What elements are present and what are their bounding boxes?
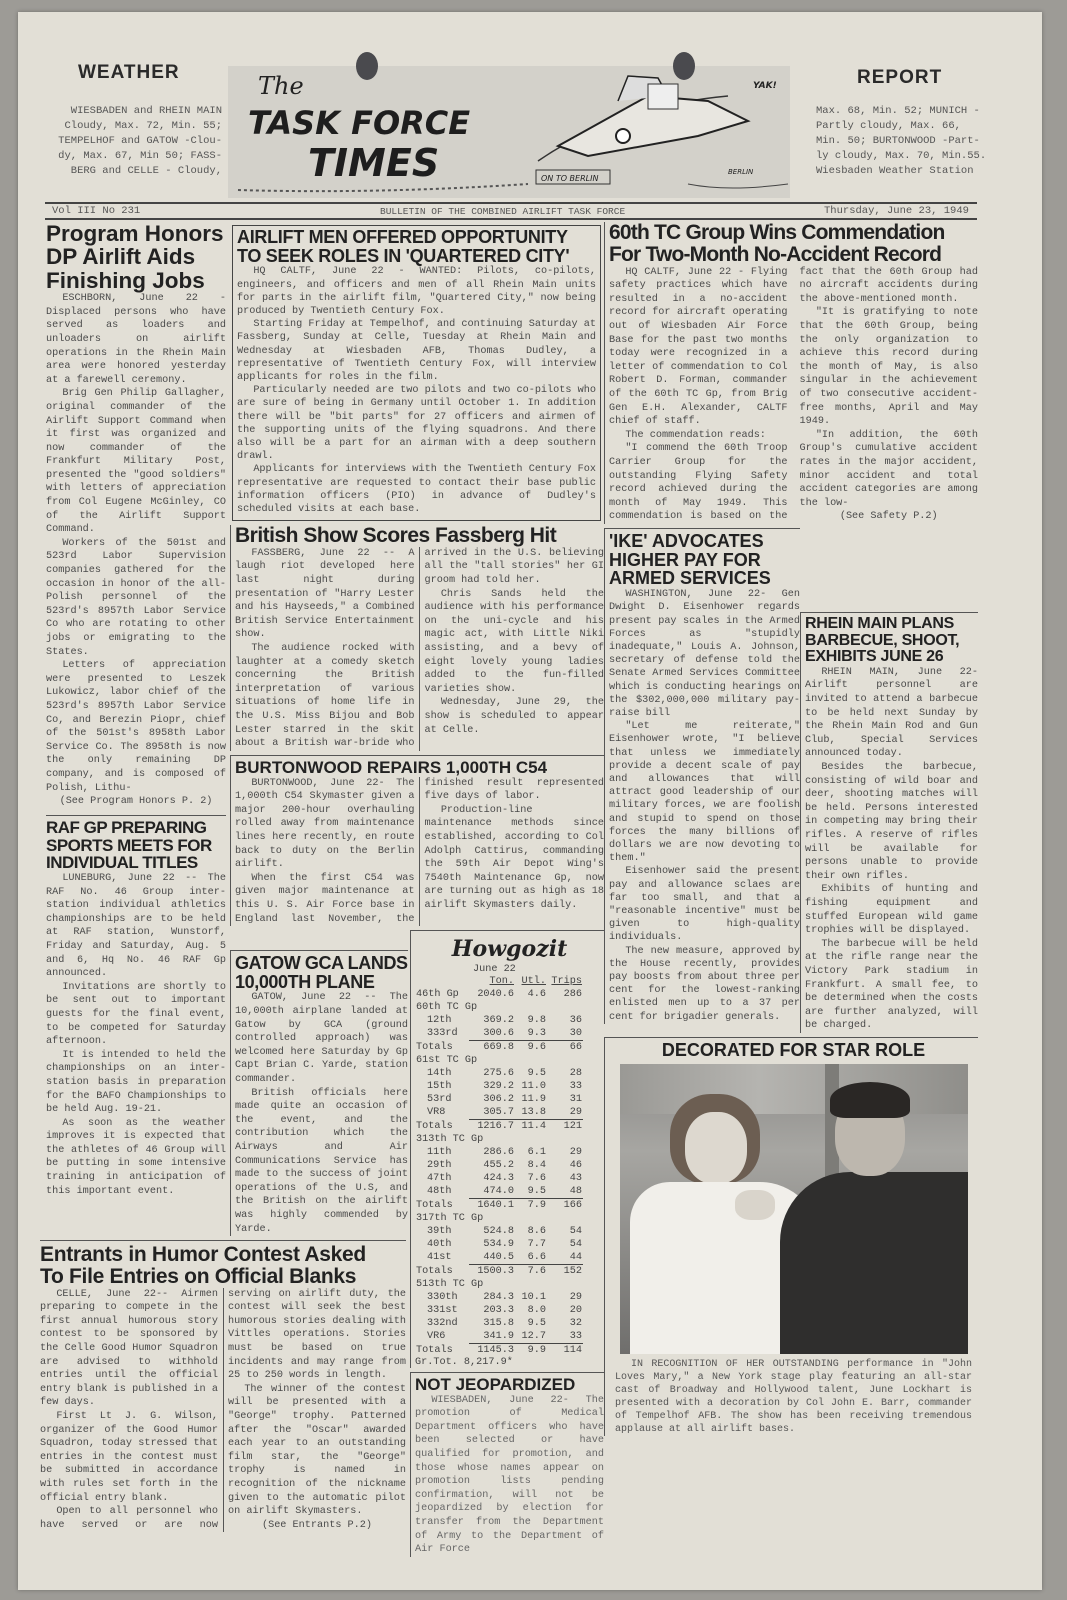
paragraph: Besides the barbecue, consisting of wild boar and deer, shooting matches will be held. Persons interested in competing may bring their rifles. A reserve of rifles will be available for persons unable to provide their own rifles. bbox=[805, 762, 978, 882]
text-line: Min. 50; BURTONWOOD -Part- bbox=[816, 135, 980, 147]
article-burtonwood bbox=[230, 755, 604, 926]
text-line: British Show Scores Fassberg Hit bbox=[235, 524, 557, 547]
article-body bbox=[235, 777, 604, 927]
paragraph: RHEIN MAIN, June 22-Airlift personnel are invited to attend a barbecue to be held next Sunday by the Rhein Main Rod and Gun Club, Special Services announced today. bbox=[805, 666, 978, 760]
cell-ton: 524.8 bbox=[483, 1226, 514, 1237]
cell-ton: 306.2 bbox=[483, 1094, 514, 1105]
cell-trips: 114 bbox=[563, 1345, 582, 1356]
table-row bbox=[415, 1317, 583, 1330]
table-row bbox=[415, 1278, 583, 1291]
cell-trips: 54 bbox=[569, 1239, 582, 1250]
howgozit-title: Howgozit bbox=[451, 936, 568, 962]
paragraph: As soon as the weather improves it is expected that the athletes of 46 Group will be putting in some intensive training in anticipation of this important event. bbox=[46, 1117, 226, 1197]
logo-times: TIMES bbox=[308, 141, 440, 185]
cell-ton: 1500.3 bbox=[477, 1266, 514, 1277]
text-line: GATOW GCA LANDS bbox=[235, 953, 408, 973]
table-row bbox=[415, 1225, 583, 1238]
logo-yak: YAK! bbox=[753, 81, 777, 91]
cell-trips: 29 bbox=[569, 1292, 582, 1303]
paragraph: "In addition, the 60th Group's cumulative accident rates in the major accident, minor accident and total accident categories are among the low- bbox=[799, 429, 978, 509]
text-line: BARBECUE, SHOOT, bbox=[805, 631, 960, 649]
cell-ton: 1216.7 bbox=[477, 1121, 514, 1132]
logo-task-force: TASK FORCE bbox=[248, 104, 471, 142]
paragraph: British officials here made quite an occasion of the event, and the contribution which the Airways and Air Communications Service has made to the success of joint operations of the U.S, and the British on the airlift was highly commended by Yarde. bbox=[235, 1087, 408, 1235]
cell-utl: 7.9 bbox=[527, 1200, 546, 1211]
cell-label: 333rd bbox=[427, 1028, 458, 1040]
table-row bbox=[415, 1014, 583, 1027]
paragraph: When the first C54 was given major maintenance at this U. S. Air Force base in England last November, the finished result represented five days of labor. bbox=[235, 777, 604, 925]
paragraph: The audience rocked with laughter at a comedy sketch concerning the British interpretation of various situations of home life in the U.S. Miss Bijou and Bob Lester starred in the skit about a British war-bride who arrived in the U.S. believing all the "tall stories" her GI groom had told her. bbox=[235, 547, 604, 750]
article-rhein-main-barbecue bbox=[800, 612, 978, 1033]
article-body bbox=[415, 1394, 604, 1557]
punch-hole bbox=[673, 52, 695, 80]
paragraph: Exhibits of hunting and fishing equipment and stuffed European wild game trophies will be displayed. bbox=[805, 884, 978, 937]
cell-trips: 48 bbox=[547, 1185, 583, 1199]
cell-ton: 474.0 bbox=[469, 1185, 515, 1199]
cell-trips: 33 bbox=[547, 1330, 583, 1344]
article-body bbox=[46, 872, 226, 1198]
cell-label: Totals bbox=[416, 1041, 453, 1053]
cell-trips: 152 bbox=[563, 1266, 582, 1277]
table-row bbox=[415, 1120, 583, 1134]
cell-trips: 29 bbox=[547, 1106, 583, 1120]
cell-trips: 28 bbox=[569, 1068, 582, 1079]
logo-berlin: BERLIN bbox=[728, 168, 754, 176]
cell-label: Totals bbox=[416, 1120, 453, 1132]
punch-hole bbox=[356, 52, 378, 80]
text-line: EXHIBITS JUNE 26 bbox=[805, 648, 944, 666]
paragraph: BURTONWOOD, June 22- The 1,000th C54 Skymaster given a major 200-hour overhauling rolled away from maintenance lines here recently, en route back to duty on the Berlin airlift. bbox=[235, 777, 415, 871]
cell-trips: 54 bbox=[569, 1226, 582, 1237]
paragraph: Applicants for interviews with the Twentieth Century Fox representative are requested to contact their base public information officers (PIO) in advance of Dudley's scheduled visits at each base. bbox=[237, 464, 596, 516]
cell-label: 29th bbox=[427, 1160, 452, 1171]
news-photo bbox=[620, 1064, 968, 1354]
photo-headline bbox=[609, 1041, 978, 1060]
cell-utl: 10.1 bbox=[521, 1292, 546, 1303]
masthead-logo bbox=[228, 66, 790, 198]
article-british-show bbox=[230, 525, 604, 751]
bulletin-subtitle: BULLETIN OF THE COMBINED AIRLIFT TASK FORCE bbox=[380, 206, 626, 217]
cell-trips: 30 bbox=[547, 1027, 583, 1041]
article-body bbox=[235, 547, 604, 751]
headline bbox=[235, 759, 604, 777]
paragraph: WIESBADEN, June 22- The promotion of Medical Department officers who have been selected or have qualified for promotion, and those whose names appear on promotion lists pending confirmation, will not be jeopardized by election for transfer from the Department of Army to the Department of Air Force bbox=[415, 1394, 604, 1556]
cell-label: 53rd bbox=[427, 1094, 452, 1105]
table-row bbox=[415, 1054, 583, 1067]
cell-ton: 534.9 bbox=[483, 1239, 514, 1250]
cell-utl: 6.6 bbox=[515, 1251, 547, 1265]
cell-utl: 11.4 bbox=[521, 1121, 546, 1132]
text-line: Cloudy, Max. 72, Min. 55; bbox=[64, 120, 222, 132]
logo-the: The bbox=[258, 72, 304, 100]
howgozit-date: June 22 bbox=[473, 964, 516, 975]
table-row bbox=[415, 1080, 583, 1093]
paragraph: "Let me reiterate," Eisenhower wrote, "I believe that unless we immediately provide a decent scale of pay and allowances that will attract good leadership of our military forces, we are foolish and stupid to spend on those forces the many billions of dollars we are now devoting to them." bbox=[609, 721, 800, 865]
cell-label: 11th bbox=[427, 1147, 452, 1158]
paragraph: Wednesday, June 29, the show is scheduled to appear at Celle. bbox=[424, 697, 604, 736]
article-body bbox=[46, 292, 226, 795]
table-row bbox=[415, 1238, 583, 1251]
cell-trips: 121 bbox=[563, 1121, 582, 1132]
cell-label: 330th bbox=[427, 1292, 458, 1303]
article-body bbox=[237, 265, 596, 516]
text-line: Max. 68, Min. 52; MUNICH - bbox=[816, 105, 980, 117]
table-row bbox=[415, 1133, 583, 1146]
text-line: For Two-Month No-Accident Record bbox=[609, 242, 942, 266]
cell-ton: 2040.6 bbox=[477, 989, 514, 1000]
table-row bbox=[415, 1041, 583, 1055]
paragraph: WASHINGTON, June 22- Gen Dwight D. Eisenhower regards present pay scales in the Armed Forces as "stupidly inadequate," Louis A. Johnson, secretary of defense told the Senate Armed Services Committee which is conducting hearings on the $302,000,000 military pay-raise bill bbox=[609, 589, 800, 719]
cell-ton: 669.8 bbox=[483, 1042, 514, 1053]
cell-label: 60th TC Gp bbox=[416, 1002, 478, 1013]
divider bbox=[45, 218, 977, 220]
table-row bbox=[415, 1199, 583, 1213]
divider bbox=[45, 202, 977, 204]
cell-label: 313th TC Gp bbox=[416, 1134, 484, 1145]
cell-label: 40th bbox=[427, 1239, 452, 1250]
table-row bbox=[415, 1172, 583, 1185]
text-line: 10,000TH PLANE bbox=[235, 971, 375, 992]
cell-utl: 9.9 bbox=[527, 1345, 546, 1356]
howgozit-table-section bbox=[410, 930, 604, 1368]
text-line: NOT JEOPARDIZED bbox=[415, 1375, 576, 1394]
cell-utl: 9.8 bbox=[527, 1015, 546, 1026]
article-body bbox=[805, 666, 978, 1033]
table-row bbox=[415, 1291, 583, 1304]
text-line: TO SEEK ROLES IN 'QUARTERED CITY' bbox=[237, 245, 570, 266]
cell-trips: 46 bbox=[569, 1160, 582, 1171]
paragraphs bbox=[40, 1288, 406, 1533]
paragraph: GATOW, June 22 -- The 10,000th airplane landed at Gatow by GCA (ground controlled approach) was welcomed here Saturday by Gp Capt Brian C. Yarde, station commander. bbox=[235, 992, 408, 1085]
headline bbox=[415, 1376, 604, 1394]
cell-ton: 369.2 bbox=[483, 1015, 514, 1026]
headline bbox=[40, 1244, 406, 1288]
cell-ton: 1145.3 bbox=[477, 1345, 514, 1356]
cell-utl: 7.6 bbox=[527, 1266, 546, 1277]
cell-trips: 36 bbox=[569, 1015, 582, 1026]
text-line: RAF GP PREPARING bbox=[46, 818, 207, 837]
paragraph: Invitations are shortly to be sent out to important guests for the final event, to be competed for Saturday afternoon. bbox=[46, 981, 226, 1048]
cell-utl: 8.6 bbox=[527, 1226, 546, 1237]
cell-utl: 9.5 bbox=[527, 1318, 546, 1329]
text-line: TEMPELHOF and GATOW -Clou- bbox=[58, 135, 222, 147]
table-row bbox=[415, 1265, 583, 1279]
article-not-jeopardized bbox=[410, 1372, 604, 1557]
text-line: DECORATED FOR STAR ROLE bbox=[661, 1040, 926, 1060]
paragraph: "It is gratifying to note that the 60th Group, being the only organization to achieve this record during the month of May, is also singular in the achievement of two consecutive accident-free months, April and May 1949. bbox=[799, 307, 978, 428]
table-row bbox=[415, 988, 583, 1001]
cell-ton: 341.9 bbox=[469, 1330, 515, 1344]
cell-utl: 11.9 bbox=[521, 1094, 546, 1105]
cell-utl: 4.6 bbox=[527, 989, 546, 1000]
text-line: 60th TC Group Wins Commendation bbox=[609, 221, 945, 244]
cell-utl: 8.0 bbox=[527, 1305, 546, 1316]
paragraph: It is intended to held the championships on an inter-station basis in preparation for the BAFO Championships to be held Aug. 19-21. bbox=[46, 1049, 226, 1116]
column-header: Trips bbox=[551, 976, 582, 987]
cell-label: 12th bbox=[427, 1015, 452, 1026]
continued-reference[interactable]: (See Entrants P.2) bbox=[261, 1519, 373, 1531]
text-line: ARMED SERVICES bbox=[609, 568, 771, 589]
cell-trips: 32 bbox=[569, 1318, 582, 1329]
article-gatow bbox=[230, 950, 408, 1236]
text-line: RHEIN MAIN PLANS bbox=[805, 615, 954, 632]
cell-ton: 440.5 bbox=[469, 1251, 515, 1265]
cell-trips: 43 bbox=[569, 1173, 582, 1184]
cell-label: 41st bbox=[427, 1252, 452, 1264]
article-program-honors bbox=[46, 222, 226, 809]
cell-ton: 286.6 bbox=[483, 1147, 514, 1158]
paragraph: Workers of the 501st and 523rd Labor Supervision companies gathered for the occasion in honor of the all-Polish personnel of the 523rd's 8957th Labor Service Co who are rotating to other jobs or emigrating to the States. bbox=[46, 537, 226, 658]
article-decorated-photo bbox=[604, 1037, 978, 1436]
paragraph: First Lt J. G. Wilson, organizer of the Good Humor Squadron, today stressed that entries in the contest must be submitted in accordance with rules set forth in the official entry blank. bbox=[40, 1411, 218, 1504]
headline bbox=[235, 954, 408, 991]
text-line: Wiesbaden Weather Station bbox=[816, 165, 974, 177]
article-raf-sports bbox=[46, 815, 226, 1198]
cell-utl: 7.6 bbox=[527, 1173, 546, 1184]
cell-ton: 203.3 bbox=[483, 1305, 514, 1316]
text-line: AIRLIFT MEN OFFERED OPPORTUNITY bbox=[237, 227, 568, 247]
continued-reference[interactable]: (See Program Honors P. 2) bbox=[59, 796, 213, 808]
text-line: Finishing Jobs bbox=[46, 267, 205, 293]
cell-label: 61st TC Gp bbox=[416, 1055, 478, 1066]
paragraphs bbox=[609, 266, 978, 524]
table-row bbox=[415, 1067, 583, 1080]
paragraph: FASSBERG, June 22 -- A laugh riot developed here last night during presentation of "Harry Lester and his Hayseeds," a Combined British Service Entertainment show. bbox=[235, 547, 415, 641]
cell-label: 46th Gp bbox=[416, 989, 459, 1000]
table-row bbox=[415, 1344, 583, 1358]
cell-ton: 284.3 bbox=[483, 1292, 514, 1303]
headline bbox=[237, 228, 596, 265]
paragraph: CELLE, June 22-- Airmen preparing to compete in the first annual humorous story contest to be sponsored by the Celle Good Humor Squadron are advised to withhold entries until the official entry blank is published in a few days. bbox=[40, 1288, 218, 1409]
table-row bbox=[415, 1212, 583, 1225]
paragraph: LUNEBURG, June 22 -- The RAF No. 46 Group inter-station individual athletics championships are to be held at RAF station, Wunstorf, Friday and Saturday, Aug. 5 and 6, Hq No. 46 RAF Gp announced. bbox=[46, 873, 226, 980]
cell-utl: 13.8 bbox=[515, 1106, 547, 1120]
table-row bbox=[415, 1027, 583, 1041]
table-row bbox=[415, 1251, 583, 1265]
article-body bbox=[235, 991, 408, 1236]
paragraph: Open to all personnel who have served or are now serving on airlift duty, the contest will seek the best humorous stories dealing with Vittles operations. Stories must be based on true incidents and may range from 25 to 250 words in length. bbox=[40, 1288, 406, 1531]
text-line: DP Airlift Aids bbox=[46, 244, 196, 270]
cell-trips: 20 bbox=[569, 1305, 582, 1316]
paragraph: The barbecue will be held at the rifle range near the Victory Park stadium in Frankfurt. A small fee, to be determined when the costs are further analyzed, will be charged. bbox=[805, 938, 978, 1032]
headline bbox=[46, 819, 226, 872]
headline bbox=[805, 616, 978, 666]
article-body bbox=[609, 588, 800, 1024]
table-row bbox=[415, 1093, 583, 1106]
paragraph: Brig Gen Philip Gallagher, original commander of the Airlift Support Command when it first was organized and now commander of the Frankfurt Military Post, presented the "good soldiers" with letters of appreciation from Col Eugene McGinley, CO of the Airlift Support Command. bbox=[46, 388, 226, 536]
cell-label: 332nd bbox=[427, 1318, 458, 1329]
table-row bbox=[415, 1159, 583, 1172]
text-line: 'IKE' ADVOCATES bbox=[609, 531, 764, 551]
cell-ton: 424.3 bbox=[483, 1173, 514, 1184]
text-line: WIESBADEN and RHEIN MAIN bbox=[70, 105, 222, 117]
article-body bbox=[609, 266, 978, 524]
cell-label: 513th TC Gp bbox=[416, 1279, 484, 1290]
cell-label: Totals bbox=[416, 1344, 453, 1356]
text-line: BURTONWOOD REPAIRS 1,000TH C54 bbox=[235, 758, 548, 777]
article-ike-pay bbox=[604, 528, 800, 1024]
cell-label: 14th bbox=[427, 1068, 452, 1079]
table-row bbox=[415, 1106, 583, 1120]
paragraph: HQ CALTF, June 22 - Flying safety practices which have resulted in a no-accident record for aircraft operating out of Wiesbaden Air Force Base for the past two months today were recognized in a letter of commendation to Col Robert D. Forman, commander of the 60th TC Gp, from Brig Gen E.H. Alexander, CALTF chief of staff. bbox=[609, 266, 788, 428]
howgozit-table bbox=[415, 975, 583, 1357]
paragraph: Eisenhower said the present pay and allowance sclaes are far too small, and that a "reasonable incentive" must be given to high-quality individuals. bbox=[609, 866, 800, 944]
article-body bbox=[40, 1288, 406, 1533]
cell-trips: 31 bbox=[569, 1094, 582, 1105]
table-row bbox=[415, 1330, 583, 1344]
cell-label: 331st bbox=[427, 1305, 458, 1316]
cell-trips: 286 bbox=[563, 989, 582, 1000]
logo-banner: ON TO BERLIN bbox=[541, 174, 599, 183]
paragraph: ESCHBORN, June 22 - Displaced persons who have served as loaders and unloaders on airlift operations in the Rhein Main area were honored yesterday at a farewell ceremony. bbox=[46, 293, 226, 386]
cell-label: 47th bbox=[427, 1173, 452, 1184]
paragraph: Starting Friday at Tempelhof, and continuing Saturday at Fassberg, Sunday at Celle, Tuesday at Rhein Main and Wednesday at Wiesbaden AFB, Thomas Dudley, a representative of Twentieth Century Fox, will interview applicants for roles in the film. bbox=[237, 319, 596, 384]
cell-trips: 66 bbox=[569, 1042, 582, 1053]
photo-caption bbox=[609, 1358, 978, 1436]
airlift-cartoon-icon bbox=[228, 66, 790, 198]
table-row bbox=[415, 1146, 583, 1159]
paragraph: HQ CALTF, June 22 - WANTED: Pilots, co-pilots, engineers, and officers and men of all Rhein Main units for parts in the airlift film, "Quartered City," now being produced by Twentieth Century Fox. bbox=[237, 266, 596, 318]
cell-utl: 9.5 bbox=[515, 1185, 547, 1199]
cell-ton: 275.6 bbox=[483, 1068, 514, 1079]
headline bbox=[609, 222, 978, 266]
table-row bbox=[415, 1304, 583, 1317]
paragraph: The new measure, approved by the House recently, provides pay boosts from about three per cent for the lowest-ranking enlisted men up to a 37 per cent for brigadier generals. bbox=[609, 945, 800, 1023]
text-line: BERG and CELLE - Cloudy, bbox=[70, 165, 222, 177]
cell-label: Totals bbox=[416, 1265, 453, 1277]
article-quartered-city bbox=[232, 225, 601, 521]
cell-trips: 29 bbox=[569, 1147, 582, 1158]
paragraph: Particularly needed are two pilots and two co-pilots who are sure of being in Germany until October 1. In addition there will be "bit parts" for 27 officers and airmen of the supporting units of the flying squadrons. And there also will be a part for an airman with a deep southern drawl. bbox=[237, 385, 596, 463]
column-header: Utl. bbox=[521, 976, 546, 987]
volume-number: Vol III No 231 bbox=[52, 205, 141, 217]
cell-label: 39th bbox=[427, 1226, 452, 1237]
weather-left bbox=[58, 104, 222, 179]
cell-utl: 9.3 bbox=[515, 1027, 547, 1041]
column-header: Ton. bbox=[489, 976, 514, 987]
cell-label: 317th TC Gp bbox=[416, 1213, 484, 1224]
cell-utl: 9.5 bbox=[527, 1068, 546, 1079]
cell-ton: 315.8 bbox=[483, 1318, 514, 1329]
cell-label: VR8 bbox=[427, 1107, 446, 1119]
headline bbox=[46, 222, 226, 292]
text-line: Entrants in Humor Contest Asked bbox=[40, 1243, 366, 1266]
cell-label: VR6 bbox=[427, 1331, 446, 1343]
continued-reference[interactable]: (See Safety P.2) bbox=[839, 511, 938, 523]
cell-ton: 300.6 bbox=[469, 1027, 515, 1041]
cell-ton: 329.2 bbox=[483, 1081, 514, 1092]
article-humor-contest bbox=[40, 1240, 406, 1532]
cell-ton: 455.2 bbox=[483, 1160, 514, 1171]
weather-right bbox=[816, 104, 986, 179]
headline bbox=[235, 525, 604, 547]
cell-trips: 44 bbox=[547, 1251, 583, 1265]
table-header-row bbox=[415, 975, 583, 988]
headline bbox=[609, 532, 800, 588]
text-line: ly cloudy, Max. 70, Min.55. bbox=[816, 150, 987, 162]
paragraph: "I commend the 60th Troop Carrier Group for the outstanding Flying Safety record achieved during the month of May 1949. This commendation is based on the fact that the 60th Group had no aircraft accidents during the above-mentioned month. bbox=[609, 266, 978, 523]
grand-total: Gr.Tot. 8,217.9* bbox=[415, 1357, 513, 1368]
cell-ton: 305.7 bbox=[469, 1106, 515, 1120]
cell-label: Totals bbox=[416, 1199, 453, 1211]
paragraph: Chris Sands held the audience with his performance on the uni-cycle and his magic act, with Little Niki assisting, and a bevy of eight lovely young ladies added to the fun-filled varieties show. bbox=[424, 588, 604, 695]
text-line: Program Honors bbox=[46, 221, 224, 246]
report-label: REPORT bbox=[857, 67, 943, 88]
text-line: dy, Max. 67, Min 50; FASS- bbox=[58, 150, 222, 162]
cell-utl: 9.6 bbox=[527, 1042, 546, 1053]
cell-label: 48th bbox=[427, 1186, 452, 1198]
cell-trips: 166 bbox=[563, 1200, 582, 1211]
table-row bbox=[415, 1001, 583, 1014]
paragraph: Letters of appreciation were presented to Leszek Lukowicz, labor chief of the 523rd's 8957th Labor Service Co, and Berezin Piopr, chief of the 501st's 8958th Labor Service Co. The 8958th is now the only remaining DP company, and is composed of Polish, Lithu- bbox=[46, 660, 226, 794]
caption-text: IN RECOGNITION OF HER OUTSTANDING performance in "John Loves Mary," a New York stage play featuring an all-star cast of Broadway and Hollywood talent, June Lockhart is presented with a decoration by Col John E. Barr, commander of Tempelhof AFB. The show has been receiving tremendous applause at all airlift bases. bbox=[615, 1358, 972, 1435]
cell-utl: 8.4 bbox=[527, 1160, 546, 1171]
text-line: HIGHER PAY FOR bbox=[609, 549, 761, 570]
text-line: To File Entries on Official Blanks bbox=[40, 1264, 357, 1288]
issue-date: Thursday, June 23, 1949 bbox=[824, 205, 969, 217]
text-line: INDIVIDUAL TITLES bbox=[46, 853, 198, 873]
cell-ton: 1640.1 bbox=[477, 1200, 514, 1211]
cell-trips: 33 bbox=[569, 1081, 582, 1092]
weather-label: WEATHER bbox=[78, 62, 180, 83]
article-60th-commendation bbox=[604, 222, 978, 524]
cell-utl: 7.7 bbox=[527, 1239, 546, 1250]
cell-label: 15th bbox=[427, 1081, 452, 1092]
cell-utl: 6.1 bbox=[527, 1147, 546, 1158]
cell-utl: 12.7 bbox=[515, 1330, 547, 1344]
paragraph: The commendation reads: bbox=[625, 429, 766, 441]
text-line: Partly cloudy, Max. 66, bbox=[816, 120, 961, 132]
table-row bbox=[415, 1185, 583, 1199]
paragraph: The winner of the contest will be presented with a "George" trophy. Patterned after the "Oscar" awarded each year to an outstanding film star, the "George" trophy is named in recognition of the nickname given to the automatic pilot on airlift Skymasters. bbox=[228, 1383, 406, 1518]
cell-utl: 11.0 bbox=[521, 1081, 546, 1092]
paragraph: Production-line maintenance methods since established, according to Col Adolph Cattirus, commanding the 59th Air Depot Wing's 7540th Maintenance Gp, now are turning out as high as 18 airlift Skymasters daily. bbox=[424, 804, 604, 912]
text-line: SPORTS MEETS FOR bbox=[46, 835, 212, 855]
